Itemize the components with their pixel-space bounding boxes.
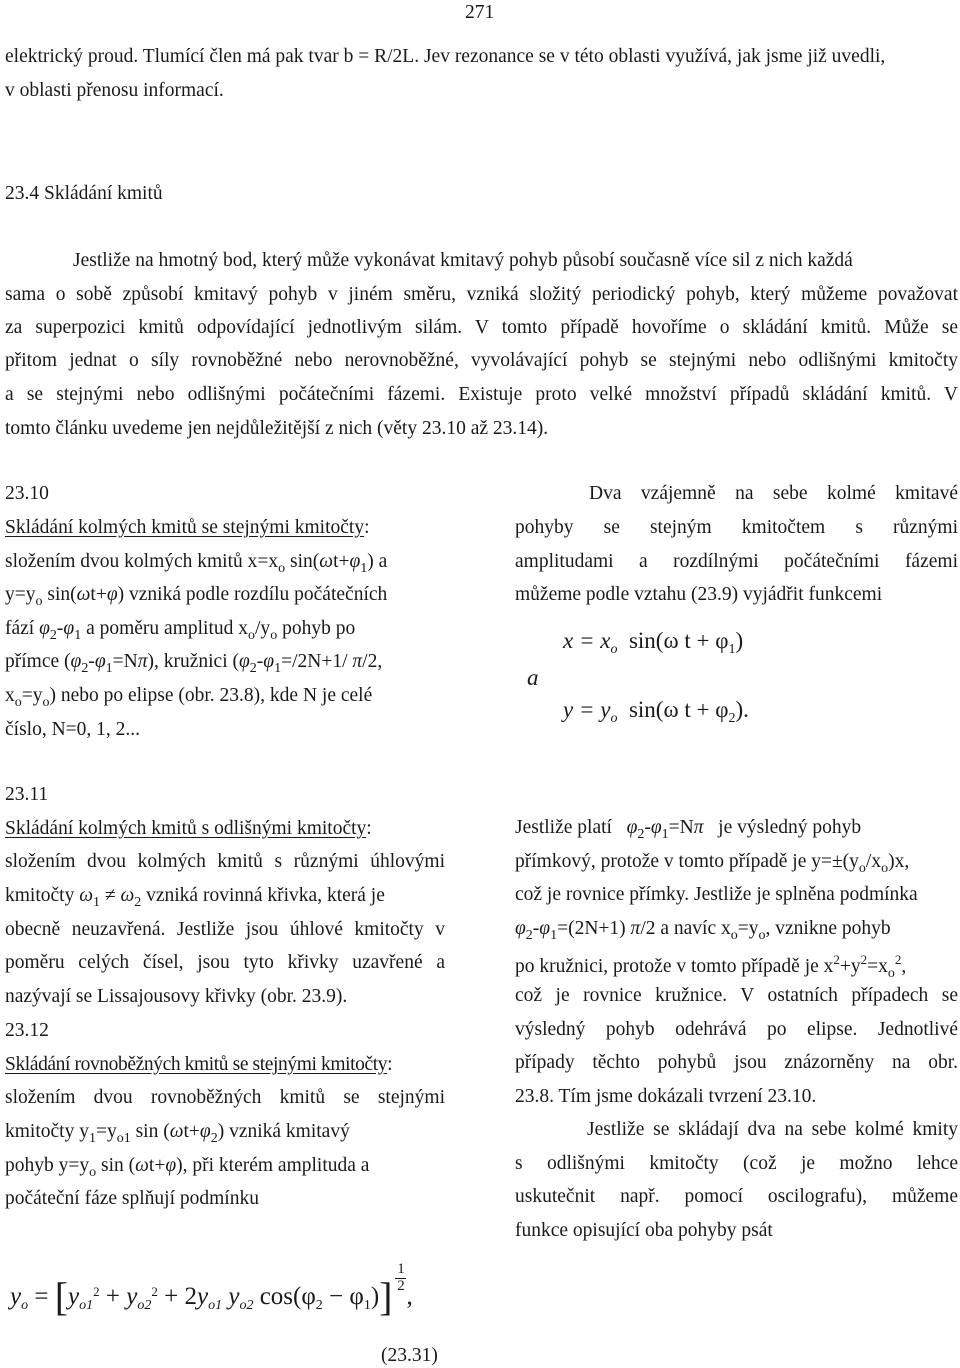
explanation-line-8: případy těchto pohybů jsou znázorněny na obr. <box>515 1052 958 1073</box>
theorem-text-line-4: počáteční fáze splňují podmínku <box>5 1188 259 1209</box>
theorem-number: 23.12 <box>5 1020 49 1041</box>
theorem-heading: Skládání rovnoběžných kmitů se stejnými kmitočty: <box>5 1054 393 1075</box>
theorem-text-line-3: fází $\varphi_2-\varphi_1$ a poměru amplitud $x_o/y_o$ pohyb po <box>5 618 356 643</box>
paragraph-line-2: sama o sobě způsobí kmitavý pohyb v jiném směru, vzniká složitý periodický pohyb, který můžeme považovat <box>5 284 958 305</box>
theorem-text-line-2: kmitočty $y_1=y_{o1}$ $\sin (\omega t+\varphi_2)$ vzniká kmitavý <box>5 1121 350 1146</box>
theorem-heading: Skládání kolmých kmitů s odlišnými kmitočty: <box>5 818 372 839</box>
equation-x: $x = x_o$ sin(ω $t + \varphi_1$) <box>563 628 744 657</box>
explanation-line-6: což je rovnice kružnice. V ostatních případech se <box>515 985 958 1006</box>
explanation-line-4: $\varphi_2-\varphi_1=(2N+1)$ π/2 a navíc $x_o=y_o$, vznikne pohyb <box>515 918 891 943</box>
section-title: 23.4 Skládání kmitů <box>5 183 163 204</box>
explanation-line-3: což je rovnice přímky. Jestliže je splněna podmínka <box>515 884 918 905</box>
paragraph-line-5: a se stejnými nebo odlišnými počátečními fázemi. Existuje proto velké množství případů skládání kmitů. V <box>5 384 958 405</box>
explanation-line-9: 23.8. Tím jsme dokázali tvrzení 23.10. <box>515 1086 817 1107</box>
theorem-text-line-3: obecně neuzavřená. Jestliže jsou úhlové kmitočty v <box>5 919 445 940</box>
explanation-line-13: funkce opisující oba pohyby psát <box>515 1220 773 1241</box>
theorem-number: 23.11 <box>5 784 49 805</box>
paragraph-line-4: přitom jednat o síly rovnoběžné nebo nerovnoběžné, vyvolávající pohyb se stejnými nebo odlišnými kmitočty <box>5 350 958 371</box>
theorem-heading: Skládání kolmých kmitů se stejnými kmitočty: <box>5 517 370 538</box>
theorem-text-line-2: $y=y_o$ sin(ωt+φ) vzniká podle rozdílu počátečních <box>5 584 388 609</box>
formula-number: (23.31) <box>381 1345 438 1366</box>
equation-y: $y = y_o$ sin(ω $t + \varphi_2$). <box>563 697 749 726</box>
page-number: 271 <box>465 2 495 23</box>
intro-line-1: elektrický proud. Tlumící člen má pak tvar b = R/2L. Jev rezonance se v této oblasti využívá, jak jsme již uvedli, <box>5 46 886 67</box>
intro-line-2: v oblasti přenosu informací. <box>5 80 224 101</box>
theorem-number: 23.10 <box>5 483 49 504</box>
theorem-text-line-1: složením dvou rovnoběžných kmitů se stejnými <box>5 1087 445 1108</box>
theorem-text-line-1: složením dvou kolmých kmitů s různými úhlovými <box>5 851 445 872</box>
explanation-line-11: s odlišnými kmitočty (což je možno lehce <box>515 1153 958 1174</box>
theorem-text-line-6: číslo, N=0, 1, 2... <box>5 719 141 740</box>
amplitude-formula: $y_o = [y_{o1}^2 + y_{o2}^2 + 2y_{o1}$ $y_{o2}$ $\cos(\varphi_2 - \varphi_1)$] $\frac{1}{2}$ , <box>10 1261 413 1319</box>
explanation-line-5: po kružnici, protože v tomto případě je $x^2+y^2=x_o^2$, <box>515 952 907 981</box>
theorem-text-line-4: poměru celých čísel, jsou tyto křivky uzavřené a <box>5 952 445 973</box>
paragraph-line-6: tomto článku uvedeme jen nejdůležitější z nich (věty 23.10 až 23.14). <box>5 418 549 439</box>
theorem-text-line-2: kmitočty $\omega_1 \ne \omega_2$ vzniká rovinná křivka, která je <box>5 885 385 910</box>
explanation-line-12: uskutečnit např. pomocí oscilografu), můžeme <box>515 1186 958 1207</box>
explanation-line-4: můžeme podle vztahu (23.9) vyjádřit funkcemi <box>515 584 883 605</box>
equation-conjunction: a <box>527 665 539 690</box>
theorem-text-line-5: nazývají se Lissajousovy křivky (obr. 23.9). <box>5 986 348 1007</box>
explanation-line-1: Dva vzájemně na sebe kolmé kmitavé <box>589 483 958 504</box>
paragraph-line-1: Jestliže na hmotný bod, který může vykonávat kmitavý pohyb působí současně více sil z nich každá <box>73 250 853 271</box>
theorem-text-line-3: pohyb $y=y_o$ sin (ωt+φ), při kterém amplituda a <box>5 1155 370 1180</box>
theorem-text-line-1: složením dvou kolmých kmitů $x=x_o$ $\sin(\omega t+\varphi_1)$ a <box>5 551 388 576</box>
paragraph-line-3: za superpozici kmitů odpovídající jednotlivým silám. V tomto případě hovoříme o skládání kmitů. Může se <box>5 317 958 338</box>
explanation-line-2: pohyby se stejným kmitočtem s různými <box>515 517 958 538</box>
explanation-line-2: přímkový, protože v tomto případě je $y=\pm(y_o/x_o)x$, <box>515 851 910 876</box>
explanation-line-7: výsledný pohyb odehrává po elipse. Jednotlivé <box>515 1019 958 1040</box>
theorem-text-line-4: přímce $(\varphi_2-\varphi_1=N\pi)$, kružnici ($\varphi_2-\varphi_1=/2N+1/$ π/2, <box>5 651 383 676</box>
explanation-line-3: amplitudami a rozdílnými počátečními fázemi <box>515 551 958 572</box>
theorem-text-line-5: $x_o=y_o$) nebo po elipse (obr. 23.8), kde N je celé <box>5 685 373 710</box>
explanation-line-1: Jestliže platí $\varphi_2-\varphi_1=N\pi$ je výsledný pohyb <box>515 817 862 842</box>
explanation-line-10: Jestliže se skládají dva na sebe kolmé kmity <box>587 1119 958 1140</box>
